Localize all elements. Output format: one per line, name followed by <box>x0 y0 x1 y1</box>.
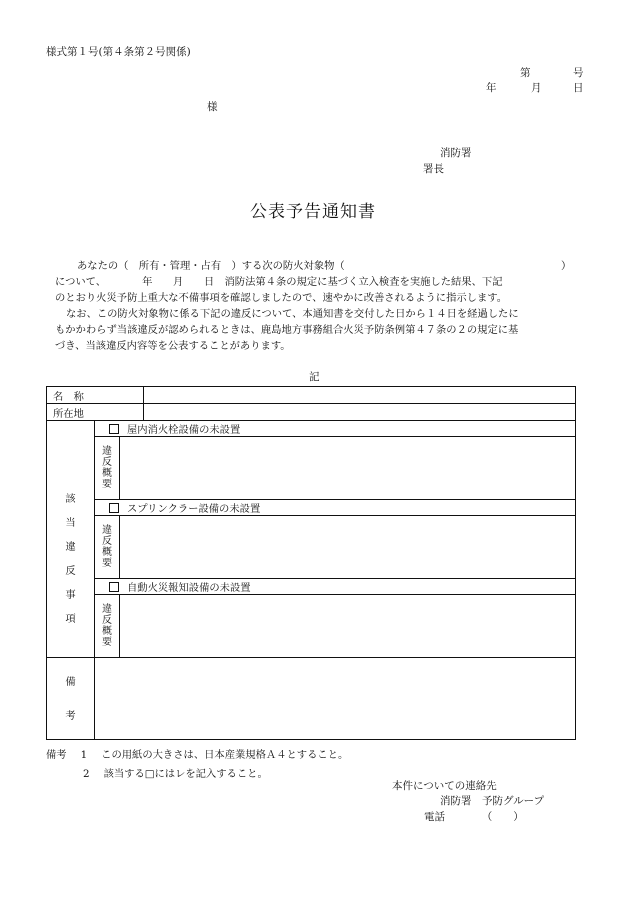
document-title: 公表予告通知書 <box>250 202 376 222</box>
notice-body <box>55 258 575 354</box>
summary-field[interactable] <box>120 516 576 579</box>
summary-label: 違 反 概 要 <box>95 595 120 658</box>
date-month: 月 <box>531 82 542 94</box>
summary-label: 違 反 概 要 <box>95 437 120 500</box>
date-day: 日 <box>573 82 584 94</box>
address-value-field[interactable] <box>144 404 576 421</box>
issuer-fire-station: 消防署 <box>440 147 472 159</box>
address-label: 所在地 <box>47 404 144 421</box>
form-number: 様式第１号(第４条第２号関係) <box>46 46 191 58</box>
name-value-field[interactable] <box>144 387 576 404</box>
violation-table <box>46 386 576 740</box>
note-1: 備考 1 この用紙の大きさは、日本産業規格Ａ４とすること。 <box>46 749 349 761</box>
summary-field[interactable] <box>120 595 576 658</box>
checkbox[interactable] <box>109 582 119 592</box>
item-label: 自動火災報知設備の未設置 <box>127 582 251 594</box>
summary-label: 違 反 概 要 <box>95 516 120 579</box>
item-label: 屋内消火栓設備の未設置 <box>127 424 241 436</box>
item-row <box>95 579 576 595</box>
remarks-label: 備 考 <box>47 658 95 740</box>
item-row <box>95 500 576 516</box>
addressee-honorific: 様 <box>207 101 218 113</box>
issuer-chief: 署長 <box>423 163 444 175</box>
name-label: 名 称 <box>47 387 144 404</box>
body-line: もかかわらず当該違反が認められるときは、鹿島地方事務組合火災予防条例第４７条の２の規定に基 <box>55 324 519 336</box>
body-line: について、 年 月 日 消防法第４条の規定に基づく立入検査を実施した結果、下記 <box>55 276 503 288</box>
item-row <box>95 421 576 437</box>
item-label: スプリンクラー設備の未設置 <box>127 503 261 515</box>
note-2: 2 該当する□にはレを記入すること。 <box>83 768 268 780</box>
doc-number-suffix: 号 <box>573 67 584 79</box>
date-year: 年 <box>486 82 497 94</box>
doc-number-prefix: 第 <box>520 67 531 79</box>
body-line: なお、この防火対象物に係る下記の違反について、本通知書を交付した日から１４日を経過したに <box>66 308 519 320</box>
contact-phone: 電話 （ ） <box>424 811 524 823</box>
ki-heading: 記 <box>309 371 320 383</box>
body-line: のとおり火災予防上重大な不備事項を確認しましたので、速やかに改善されるように指示します。 <box>55 292 508 304</box>
contact-heading: 本件についての連絡先 <box>392 780 497 792</box>
summary-field[interactable] <box>120 437 576 500</box>
body-line: づき、当該違反内容等を公表することがあります。 <box>55 340 291 352</box>
checkbox[interactable] <box>109 503 119 513</box>
body-line: あなたの（ 所有・管理・占有 ）する次の防火対象物（ ） <box>77 260 572 272</box>
remarks-field[interactable] <box>95 658 576 740</box>
checkbox[interactable] <box>109 424 119 434</box>
contact-group: 消防署 予防グループ <box>440 795 545 807</box>
violation-items-label: 該 当 違 反 事 項 <box>47 421 95 658</box>
